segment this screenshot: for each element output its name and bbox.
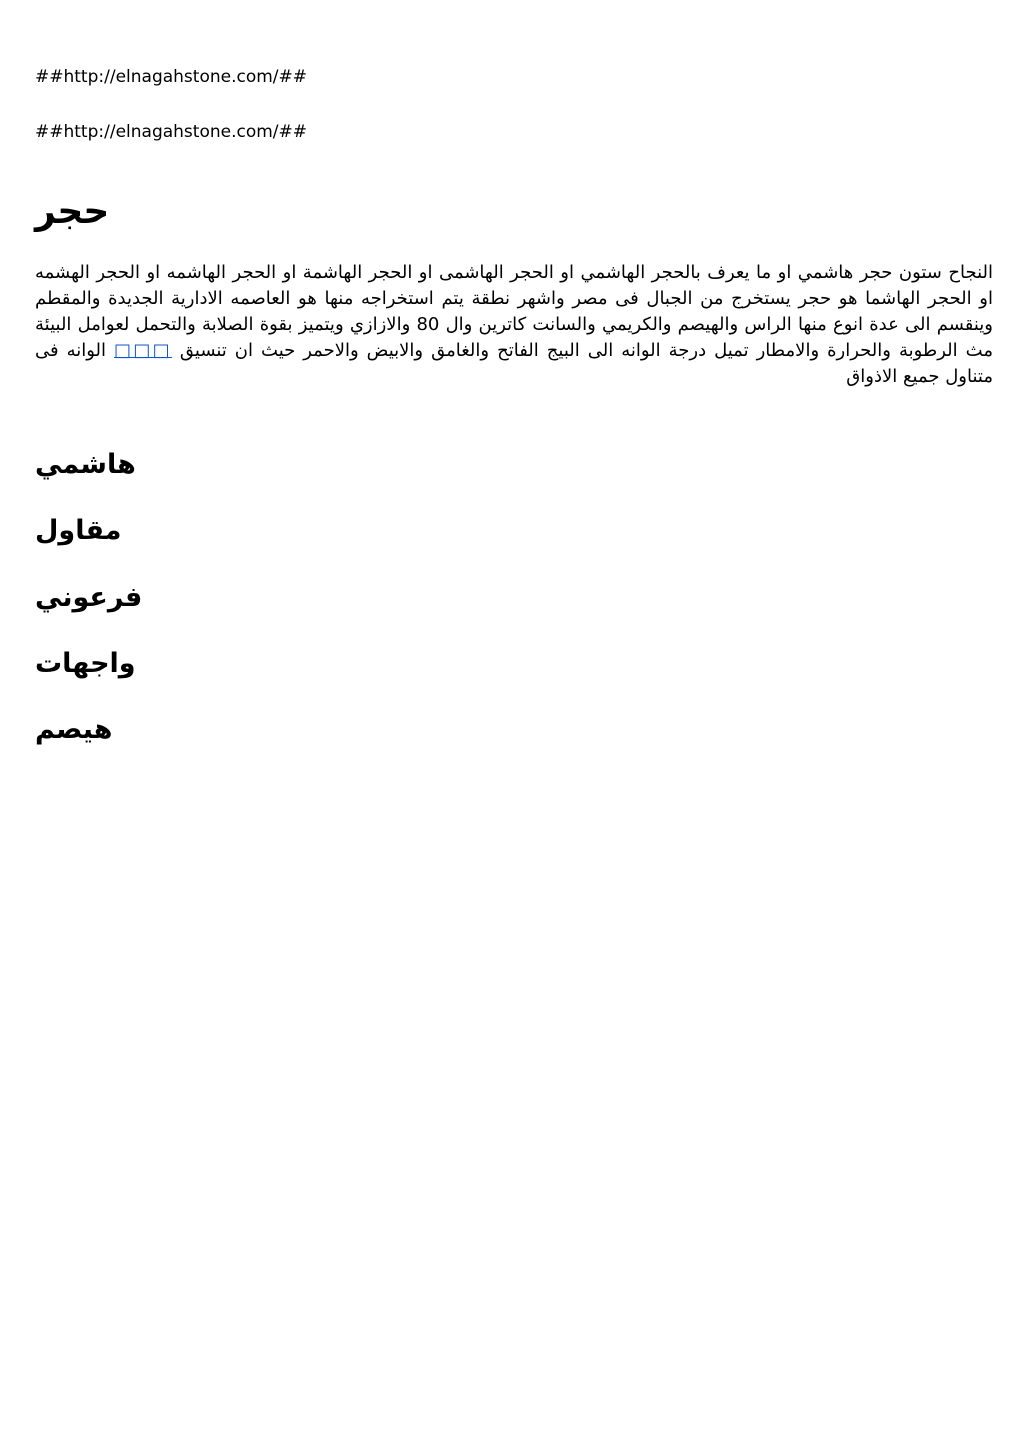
body-paragraph [35,260,993,390]
paragraph-text: النجاح ستون حجر هاشمي او ما يعرف بالحجر الهاشمي او الحجر الهاشمى او الحجر الهاشمة او الحجر الهاشمه او الحجر الهشمه او الحجر الهاشما هو حجر يستخرج من الجبال فى مصر واشهر نطقة يتم استخراجه منها هو العاصمه الادارية الجديدة والمقطم وينقسم الى عدة انوع منها الراس والهيصم والكريمي والسانت كاترين وال 80 والازازي ويتميز بقوة الصلابة والتحمل لعوامل البيئة مث الرطوبة والحرارة والامطار تميل درجة الوانه الى البيج الفاتح والغامق والابيض والاحمر حيث ان تنسيق [35,262,994,361]
source-url-line: ##http://elnagahstone.com/## [35,67,308,87]
section-heading-contractor: مقاول [35,515,122,546]
section-heading-facades: واجهات [35,648,136,679]
section-heading-pharaonic: فرعوني [35,582,143,613]
section-heading-hashemi: هاشمي [35,449,136,480]
source-url-line: ##http://elnagahstone.com/## [35,122,308,142]
page-title: حجر [35,191,110,232]
section-heading-haisam: هيصم [35,714,113,745]
inline-link[interactable]: □□□ [114,340,172,361]
paragraph-text-end: الوانه فى متناول جميع الاذواق [35,340,993,387]
